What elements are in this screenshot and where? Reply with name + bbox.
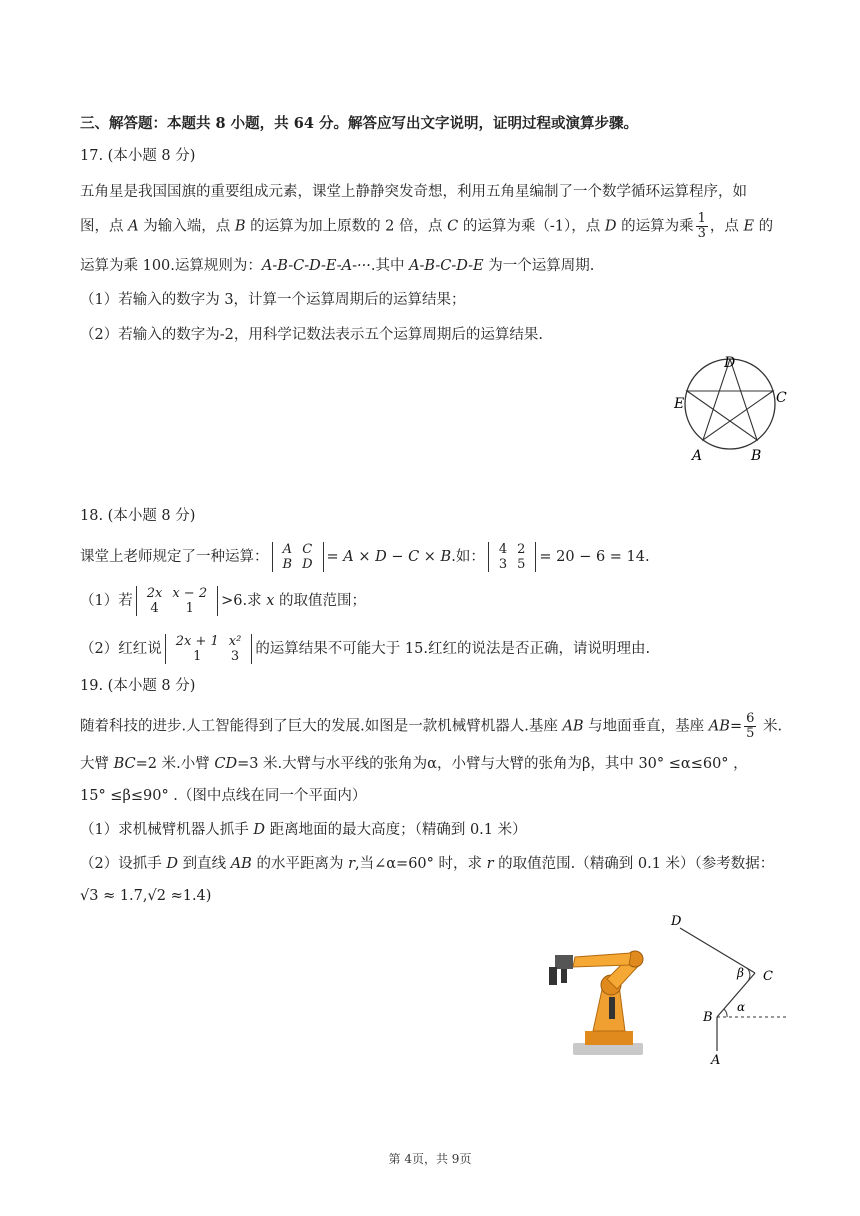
robot-arm-image bbox=[545, 945, 655, 1060]
page-footer: 第 4页，共 9页 bbox=[388, 1152, 472, 1166]
q19-header: 19. (本小题 8 分) bbox=[80, 678, 196, 694]
label-a: A bbox=[692, 448, 703, 464]
det-definition: A C B D bbox=[272, 542, 324, 572]
q19-reference: √3 ≈ 1.7,√2 ≈1.4) bbox=[80, 888, 212, 904]
q19-part1: （1）求机械臂机器人抓手 D 距离地面的最大高度；（精确到 0.1 米） bbox=[80, 822, 527, 838]
q18-part1: （1）若 2x x − 2 4 1 >6.求 x 的取值范围； bbox=[80, 586, 366, 616]
q19-line1: 随着科技的进步.人工智能得到了巨大的发展.如图是一款机械臂机器人.基座 AB 与地面垂直，基座 AB= $\frac{6}{5}$ 米. bbox=[80, 711, 783, 741]
q17-line3: 运算为乘 100.运算规则为：A-B-C-D-E-A-···.其中 A-B-C-D-E 为一个运算周期. bbox=[80, 258, 595, 274]
label-e: E bbox=[674, 396, 685, 412]
arm-label-d: D bbox=[671, 914, 682, 929]
q17-line1: 五角星是我国国旗的重要组成元素，课堂上静静突发奇想，利用五角星编制了一个数学循环运算程序，如 bbox=[80, 184, 747, 200]
label-c: C bbox=[776, 390, 787, 406]
det-part2: 2x + 1 x² 1 3 bbox=[165, 634, 253, 664]
q18-intro: 课堂上老师规定了一种运算： A C B D = A × D − C × B.如： 4 2 3 5 = 20 − 6 = 14. bbox=[80, 542, 650, 572]
q19-line3: 15° ≤β≤90° .（图中点线在同一个平面内） bbox=[80, 788, 367, 804]
q17-part2: （2）若输入的数字为-2，用科学记数法表示五个运算周期后的运算结果. bbox=[80, 327, 543, 343]
arm-label-c: C bbox=[763, 969, 773, 984]
q18-header: 18. (本小题 8 分) bbox=[80, 508, 196, 524]
q18-part2: （2）红红说 2x + 1 x² 1 3 的运算结果不可能大于 15.红红的说法是否正确，请说明理由. bbox=[80, 634, 651, 664]
q17-part1: （1）若输入的数字为 3，计算一个运算周期后的运算结果； bbox=[80, 292, 466, 308]
fraction-six-fifths: $\frac{6}{5}$ bbox=[746, 711, 755, 741]
q19-line2: 大臂 BC=2 米.小臂 CD=3 米.大臂与水平线的张角为α，小臂与大臂的张角为β，其中 30° ≤α≤60° ， bbox=[80, 756, 748, 772]
q17-line2: 图，点 A 为输入端，点 B 的运算为加上原数的 2 倍，点 C 的运算为乘（-1），点 D 的运算为乘 $\frac{1}{3}$ ，点 E 的 bbox=[80, 211, 774, 241]
arm-diagram bbox=[665, 908, 790, 1068]
pentagram-circle bbox=[685, 359, 775, 449]
q17-header: 17. (本小题 8 分) bbox=[80, 148, 196, 164]
arm-label-beta: β bbox=[737, 966, 744, 980]
det-example: 4 2 3 5 bbox=[488, 542, 537, 572]
det-part1: 2x x − 2 4 1 bbox=[136, 586, 218, 616]
fraction-one-third: $\frac{1}{3}$ bbox=[697, 211, 706, 241]
q19-part2: （2）设抓手 D 到直线 AB 的水平距离为 r,当∠α=60° 时，求 r 的取值范围.（精确到 0.1 米）（参考数据： bbox=[80, 856, 775, 872]
pentagram-figure bbox=[662, 348, 792, 466]
label-b: B bbox=[751, 448, 762, 464]
arm-label-alpha: α bbox=[737, 1000, 746, 1014]
arm-label-b: B bbox=[703, 1010, 713, 1025]
section-heading: 三、解答题：本题共 8 小题，共 64 分。解答应写出文字说明，证明过程或演算步骤。 bbox=[80, 115, 638, 132]
label-d: D bbox=[724, 355, 736, 371]
arm-label-a: A bbox=[711, 1053, 721, 1068]
